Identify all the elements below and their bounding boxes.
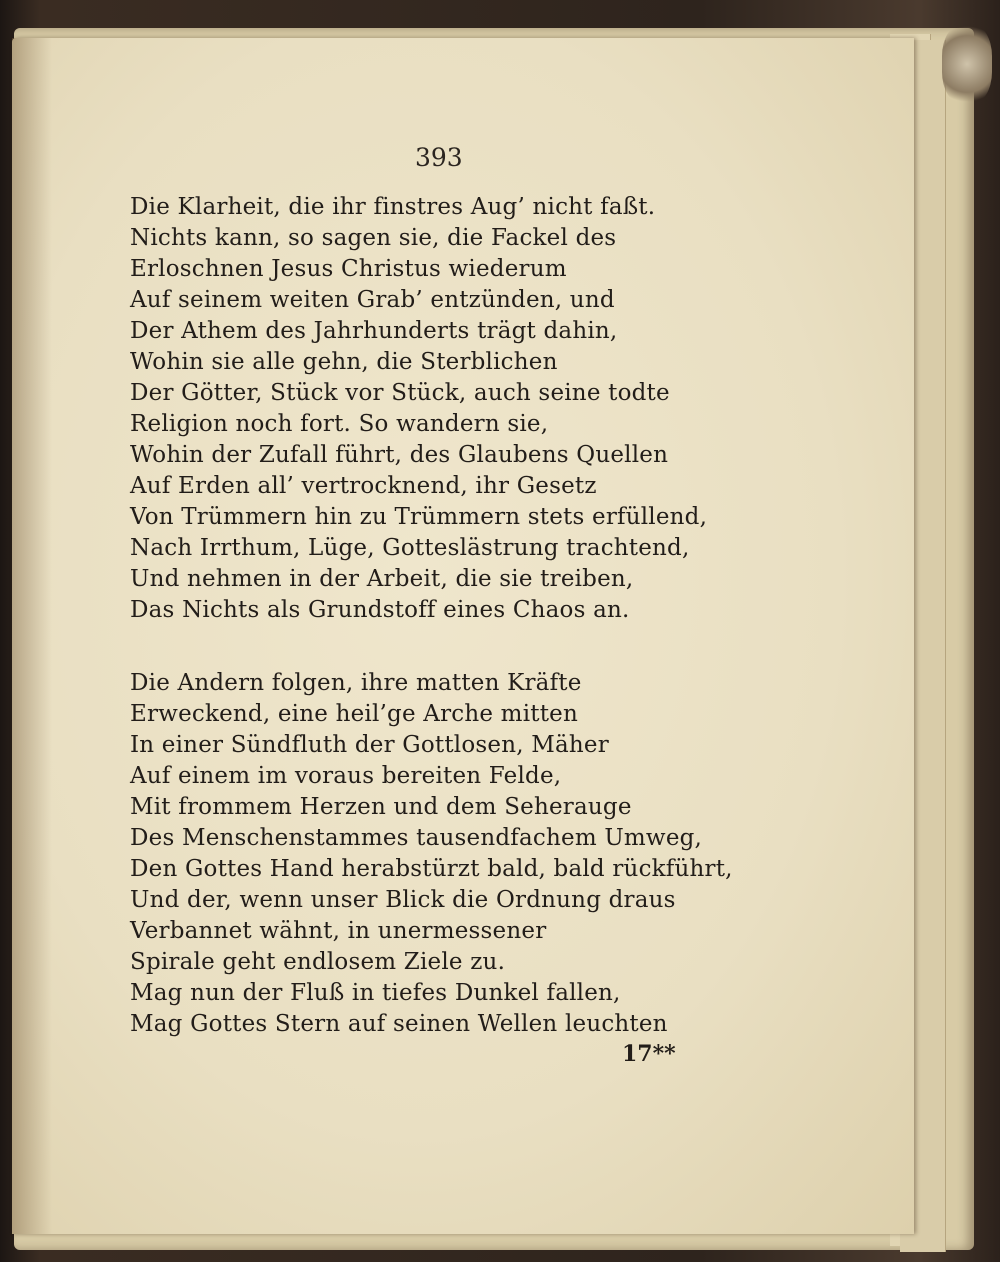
poem-line: Mag Gottes Stern auf seinen Wellen leuchten — [130, 1011, 668, 1037]
poem-line: Die Klarheit, die ihr finstres Aug’ nicht faßt. — [130, 194, 656, 220]
poem-line: Und der, wenn unser Blick die Ordnung draus — [130, 887, 676, 913]
poem-line: Nach Irrthum, Lüge, Gotteslästrung trachtend, — [130, 535, 690, 561]
poem-line: In einer Sündfluth der Gottlosen, Mäher — [130, 732, 609, 758]
poem-line: Wohin der Zufall führt, des Glaubens Quellen — [130, 442, 669, 468]
poem-line: Spirale geht endlosem Ziele zu. — [130, 949, 506, 975]
poem-line: Erloschnen Jesus Christus wiederum — [130, 256, 567, 282]
poem-line: Von Trümmern hin zu Trümmern stets erfüllend, — [130, 504, 708, 530]
poem-line: Wohin sie alle gehn, die Sterblichen — [130, 349, 558, 375]
poem-stanza-2 — [130, 668, 733, 1040]
poem-line: Den Gottes Hand herabstürzt bald, bald rückführt, — [130, 856, 733, 882]
poem-line: Das Nichts als Grundstoff eines Chaos an. — [130, 597, 630, 623]
signature-mark: 17** — [622, 1041, 676, 1067]
poem-line: Auf seinem weiten Grab’ entzünden, und — [130, 287, 615, 313]
poem-stanza-1 — [130, 192, 707, 626]
poem-line: Nichts kann, so sagen sie, die Fackel des — [130, 225, 617, 251]
poem-line: Und nehmen in der Arbeit, die sie treiben, — [130, 566, 634, 592]
poem-line: Der Götter, Stück vor Stück, auch seine todte — [130, 380, 670, 406]
poem-line: Auf einem im voraus bereiten Felde, — [130, 763, 562, 789]
poem-line: Die Andern folgen, ihre matten Kräfte — [130, 670, 582, 696]
poem-line: Mit frommem Herzen und dem Seherauge — [130, 794, 632, 820]
poem-line: Verbannet wähnt, in unermessener — [130, 918, 547, 944]
poem-line: Religion noch fort. So wandern sie, — [130, 411, 549, 437]
poem-line: Mag nun der Fluß in tiefes Dunkel fallen, — [130, 980, 621, 1006]
poem-line: Auf Erden all’ vertrocknend, ihr Gesetz — [130, 473, 597, 499]
poem-line: Erweckend, eine heil’ge Arche mitten — [130, 701, 578, 727]
binding-wear-mark — [942, 24, 992, 104]
page-number: 393 — [415, 143, 463, 172]
poem-line: Des Menschenstammes tausendfachem Umweg, — [130, 825, 703, 851]
poem-line: Der Athem des Jahrhunderts trägt dahin, — [130, 318, 618, 344]
